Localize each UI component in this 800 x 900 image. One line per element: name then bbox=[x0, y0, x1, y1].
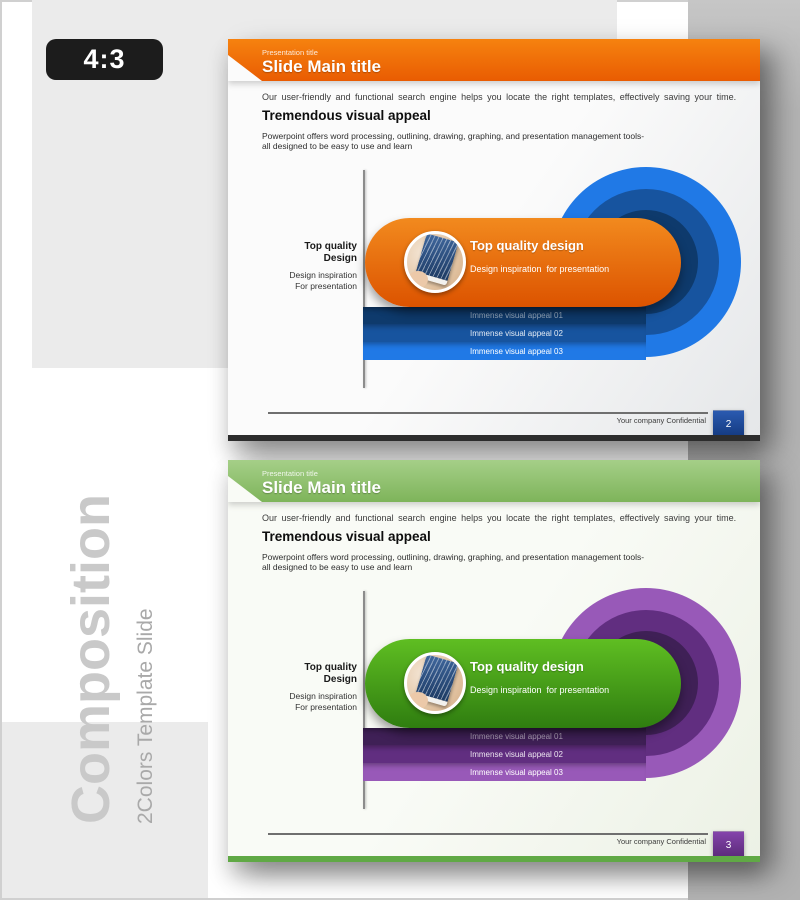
intro-text: Our user-friendly and functional search engine helps you locate the right templates, effectively saving your time. bbox=[262, 92, 737, 102]
appeal-bar-3-label: Immense visual appeal 03 bbox=[470, 346, 563, 356]
appeal-bar-2 bbox=[363, 745, 646, 763]
header-eyebrow: Presentation title bbox=[262, 48, 318, 57]
capsule-photo-badge bbox=[404, 652, 466, 714]
hand-photo-shape bbox=[408, 692, 428, 709]
slide-preview-2[interactable] bbox=[228, 460, 760, 862]
left-label-block bbox=[228, 662, 357, 713]
slide-1-header bbox=[228, 39, 760, 81]
section-body: Powerpoint offers word processing, outlining, drawing, graphing, and presentation management tools- all designed to be easy to use and learn bbox=[262, 552, 645, 572]
capsule-title: Top quality design bbox=[470, 238, 584, 253]
appeal-bar-2 bbox=[363, 324, 646, 342]
header-notch bbox=[228, 476, 262, 502]
appeal-bar-1 bbox=[363, 728, 646, 745]
side-subtitle: 2Colors Template Slide bbox=[134, 608, 157, 824]
label-title-line1: Top quality bbox=[304, 662, 357, 673]
appeal-bar-1 bbox=[363, 307, 646, 324]
slide-1-body bbox=[228, 39, 760, 435]
header-notch bbox=[228, 55, 262, 81]
label-title-line1: Top quality bbox=[304, 241, 357, 252]
feature-capsule bbox=[365, 218, 681, 307]
page-number-badge: 3 bbox=[713, 831, 744, 856]
section-heading: Tremendous visual appeal bbox=[262, 108, 431, 123]
label-sub-line2: For presentation bbox=[295, 281, 357, 291]
slide-title: Slide Main title bbox=[262, 57, 382, 76]
label-sub-line1: Design inspiration bbox=[289, 270, 357, 280]
footer-text: Your company Confidential bbox=[616, 837, 706, 846]
appeal-bar-2-label: Immense visual appeal 02 bbox=[470, 749, 563, 759]
intro-text: Our user-friendly and functional search engine helps you locate the right templates, effectively saving your time. bbox=[262, 513, 737, 523]
appeal-bar-3 bbox=[363, 763, 646, 781]
slide-2-body bbox=[228, 460, 760, 856]
label-sub-line1: Design inspiration bbox=[289, 691, 357, 701]
appeal-bar-1-label: Immense visual appeal 01 bbox=[470, 732, 563, 741]
label-sub-line2: For presentation bbox=[295, 702, 357, 712]
appeal-bar-3 bbox=[363, 342, 646, 360]
footer-divider-line bbox=[268, 412, 708, 414]
section-body: Powerpoint offers word processing, outlining, drawing, graphing, and presentation management tools- all designed to be easy to use and learn bbox=[262, 131, 645, 151]
side-title: Composition bbox=[61, 494, 121, 824]
slide-bottom-strip bbox=[228, 856, 760, 862]
left-label-block bbox=[228, 241, 357, 292]
footer-text: Your company Confidential bbox=[616, 416, 706, 425]
label-title-line2: Design bbox=[323, 253, 357, 264]
hand-photo-shape bbox=[408, 271, 428, 288]
slide-bottom-strip bbox=[228, 435, 760, 441]
appeal-bar-1-label: Immense visual appeal 01 bbox=[470, 311, 563, 320]
header-eyebrow: Presentation title bbox=[262, 469, 318, 478]
feature-capsule bbox=[365, 639, 681, 728]
appeal-bar-2-label: Immense visual appeal 02 bbox=[470, 328, 563, 338]
section-heading: Tremendous visual appeal bbox=[262, 529, 431, 544]
capsule-subtitle: Design inspiration for presentation bbox=[470, 685, 610, 695]
page-number-badge: 2 bbox=[713, 410, 744, 435]
label-title-line2: Design bbox=[323, 674, 357, 685]
capsule-title: Top quality design bbox=[470, 659, 584, 674]
slide-title: Slide Main title bbox=[262, 478, 382, 497]
capsule-subtitle: Design inspiration for presentation bbox=[470, 264, 610, 274]
appeal-bar-3-label: Immense visual appeal 03 bbox=[470, 767, 563, 777]
slide-2-header bbox=[228, 460, 760, 502]
footer-divider-line bbox=[268, 833, 708, 835]
aspect-ratio-badge: 4:3 bbox=[46, 39, 163, 80]
capsule-photo-badge bbox=[404, 231, 466, 293]
slide-preview-1[interactable] bbox=[228, 39, 760, 441]
